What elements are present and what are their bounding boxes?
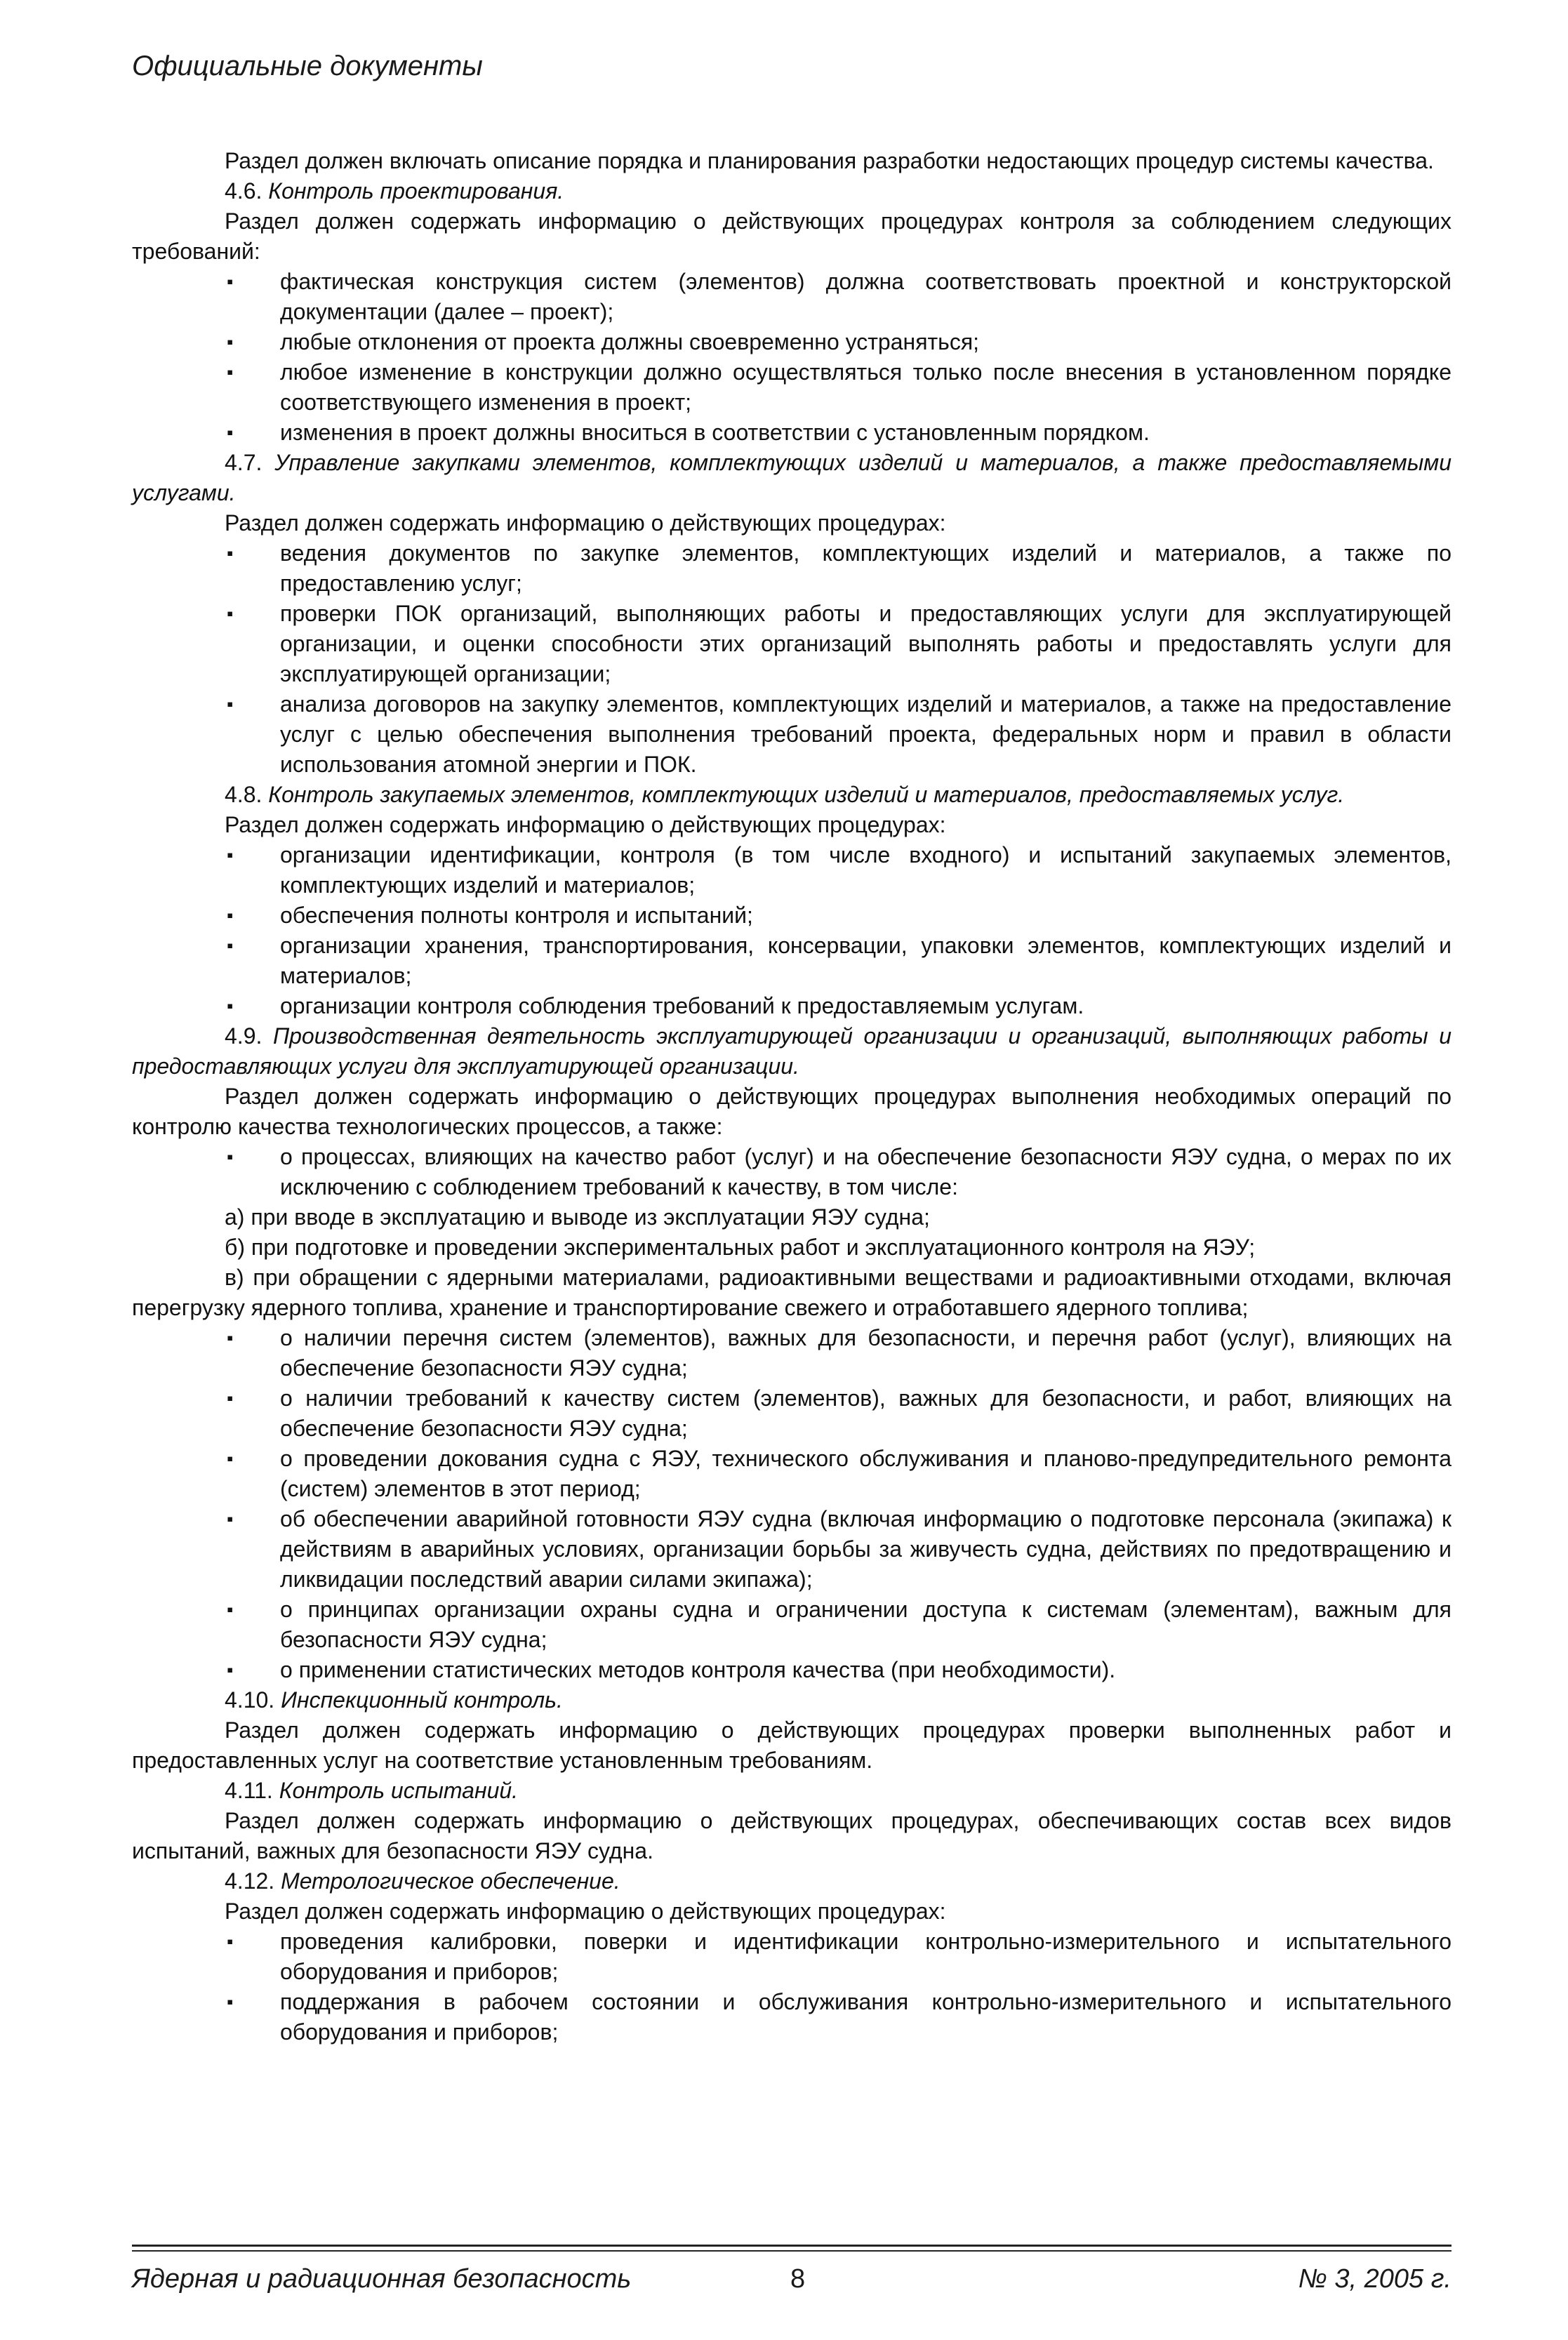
- list-item: ▪ проведения калибровки, поверки и идентификации контрольно-измерительного и испытательного оборудования и приборов;: [132, 1927, 1451, 1987]
- paragraph: Раздел должен содержать информацию о действующих процедурах:: [225, 812, 946, 837]
- section-heading-4-7: 4.7. Управление закупками элементов, комплектующих изделий и материалов, а также предоставляемыми услугами.: [132, 450, 1452, 505]
- list-item: ▪ о проведении докования судна с ЯЭУ, технического обслуживания и планово-предупредительного ремонта (систем) элементов в этот период;: [132, 1444, 1451, 1504]
- list-item: ▪ организации идентификации, контроля (в том числе входного) и испытаний закупаемых элементов, комплектующих изделий и материалов;: [132, 840, 1451, 900]
- list-item: ▪ проверки ПОК организаций, выполняющих работы и предоставляющих услуги для эксплуатирующей организации, и оценки способности этих организаций выполнять работы и предоставлять услуги для эксплуатирующей организации;: [132, 599, 1451, 689]
- section-heading-4-11: 4.11. Контроль испытаний.: [225, 1778, 519, 1803]
- sub-item-c: в) при обращении с ядерными материалами, радиоактивными веществами и радиоактивными отходами, включая перегрузку ядерного топлива, хранение и транспортирование свежего и отработавшего ядерного топлива;: [132, 1265, 1451, 1320]
- section-heading-4-9: 4.9. Производственная деятельность эксплуатирующей организации и организаций, выполняющих работы и предоставляющих услуги для эксплуатирующей организации.: [132, 1023, 1452, 1079]
- list-item: ▪ любые отклонения от проекта должны своевременно устраняться;: [132, 327, 1451, 357]
- list-item: ▪ фактическая конструкция систем (элементов) должна соответствовать проектной и конструкторской документации (далее – проект);: [132, 267, 1451, 327]
- journal-title: Ядерная и радиационная безопасность: [132, 2264, 632, 2294]
- section-heading-4-8: 4.8. Контроль закупаемых элементов, комплектующих изделий и материалов, предоставляемых услуг.: [225, 782, 1345, 807]
- list-item: ▪ анализа договоров на закупку элементов, комплектующих изделий и материалов, а также на предоставление услуг с целью обеспечения выполнения требований проекта, федеральных норм и правил в области использования атомной энергии и ПОК.: [132, 689, 1451, 780]
- list-item: ▪ о наличии перечня систем (элементов), важных для безопасности, и перечня работ (услуг), влияющих на обеспечение безопасности ЯЭУ судна;: [132, 1323, 1451, 1383]
- section-heading-4-6: 4.6. Контроль проектирования.: [225, 178, 564, 204]
- bullet-list: [132, 538, 1451, 780]
- list-item: ▪ организации контроля соблюдения требований к предоставляемым услугам.: [132, 991, 1451, 1021]
- list-item: ▪ о принципах организации охраны судна и ограничении доступа к системам (элементам), важным для безопасности ЯЭУ судна;: [132, 1595, 1451, 1655]
- paragraph: Раздел должен содержать информацию о действующих процедурах:: [225, 510, 946, 536]
- running-header: Официальные документы: [132, 51, 483, 81]
- paragraph: Раздел должен содержать информацию о действующих процедурах:: [225, 1899, 946, 1924]
- paragraph: Раздел должен содержать информацию о действующих процедурах проверки выполненных работ и предоставленных услуг на соответствие установленным требованиям.: [132, 1717, 1451, 1773]
- bullet-list: [132, 267, 1451, 448]
- list-item: ▪ ведения документов по закупке элементов, комплектующих изделий и материалов, а также по предоставлению услуг;: [132, 538, 1451, 599]
- section-heading-4-10: 4.10. Инспекционный контроль.: [225, 1687, 563, 1713]
- sub-item-a: а) при вводе в эксплуатацию и выводе из эксплуатации ЯЭУ судна;: [225, 1204, 930, 1230]
- list-item: ▪ организации хранения, транспортирования, консервации, упаковки элементов, комплектующих изделий и материалов;: [132, 931, 1451, 991]
- list-item: ▪ о применении статистических методов контроля качества (при необходимости).: [132, 1655, 1451, 1685]
- list-item: ▪ о процессах, влияющих на качество работ (услуг) и на обеспечение безопасности ЯЭУ судна, о мерах по их исключению с соблюдением требований к качеству, в том числе:: [132, 1142, 1451, 1202]
- issue-number: № 3, 2005 г.: [1298, 2264, 1451, 2294]
- bullet-list: [132, 1323, 1451, 1685]
- paragraph: Раздел должен содержать информацию о действующих процедурах контроля за соблюдением следующих требований:: [132, 208, 1451, 264]
- list-item: ▪ об обеспечении аварийной готовности ЯЭУ судна (включая информацию о подготовке персонала (экипажа) к действиям в аварийных условиях, организации борьбы за живучесть судна, действиях по предотвращению и ликвидации последствий аварии силами экипажа);: [132, 1504, 1451, 1595]
- list-item: ▪ любое изменение в конструкции должно осуществляться только после внесения в установленном порядке соответствующего изменения в проект;: [132, 357, 1451, 418]
- footer-divider: [132, 2245, 1451, 2247]
- list-item: ▪ изменения в проект должны вноситься в соответствии с установленным порядком.: [132, 418, 1451, 448]
- section-heading-4-12: 4.12. Метрологическое обеспечение.: [225, 1868, 620, 1894]
- paragraph: Раздел должен содержать информацию о действующих процедурах, обеспечивающих состав всех видов испытаний, важных для безопасности ЯЭУ судна.: [132, 1808, 1451, 1863]
- list-item: ▪ о наличии требований к качеству систем (элементов), важных для безопасности, и работ, влияющих на обеспечение безопасности ЯЭУ судна;: [132, 1383, 1451, 1444]
- list-item: ▪ обеспечения полноты контроля и испытаний;: [132, 900, 1451, 931]
- bullet-list: [132, 1927, 1451, 2047]
- paragraph: Раздел должен содержать информацию о действующих процедурах выполнения необходимых операций по контролю качества технологических процессов, а также:: [132, 1084, 1451, 1139]
- page-number: 8: [790, 2264, 806, 2294]
- paragraph: Раздел должен включать описание порядка и планирования разработки недостающих процедур системы качества.: [225, 148, 1434, 173]
- footer-divider: [132, 2250, 1451, 2252]
- document-body: [132, 146, 1451, 2047]
- bullet-list: [132, 1142, 1451, 1202]
- list-item: ▪ поддержания в рабочем состоянии и обслуживания контрольно-измерительного и испытательного оборудования и приборов;: [132, 1987, 1451, 2047]
- bullet-list: [132, 840, 1451, 1021]
- sub-item-b: б) при подготовке и проведении экспериментальных работ и эксплуатационного контроля на ЯЭУ;: [225, 1235, 1256, 1260]
